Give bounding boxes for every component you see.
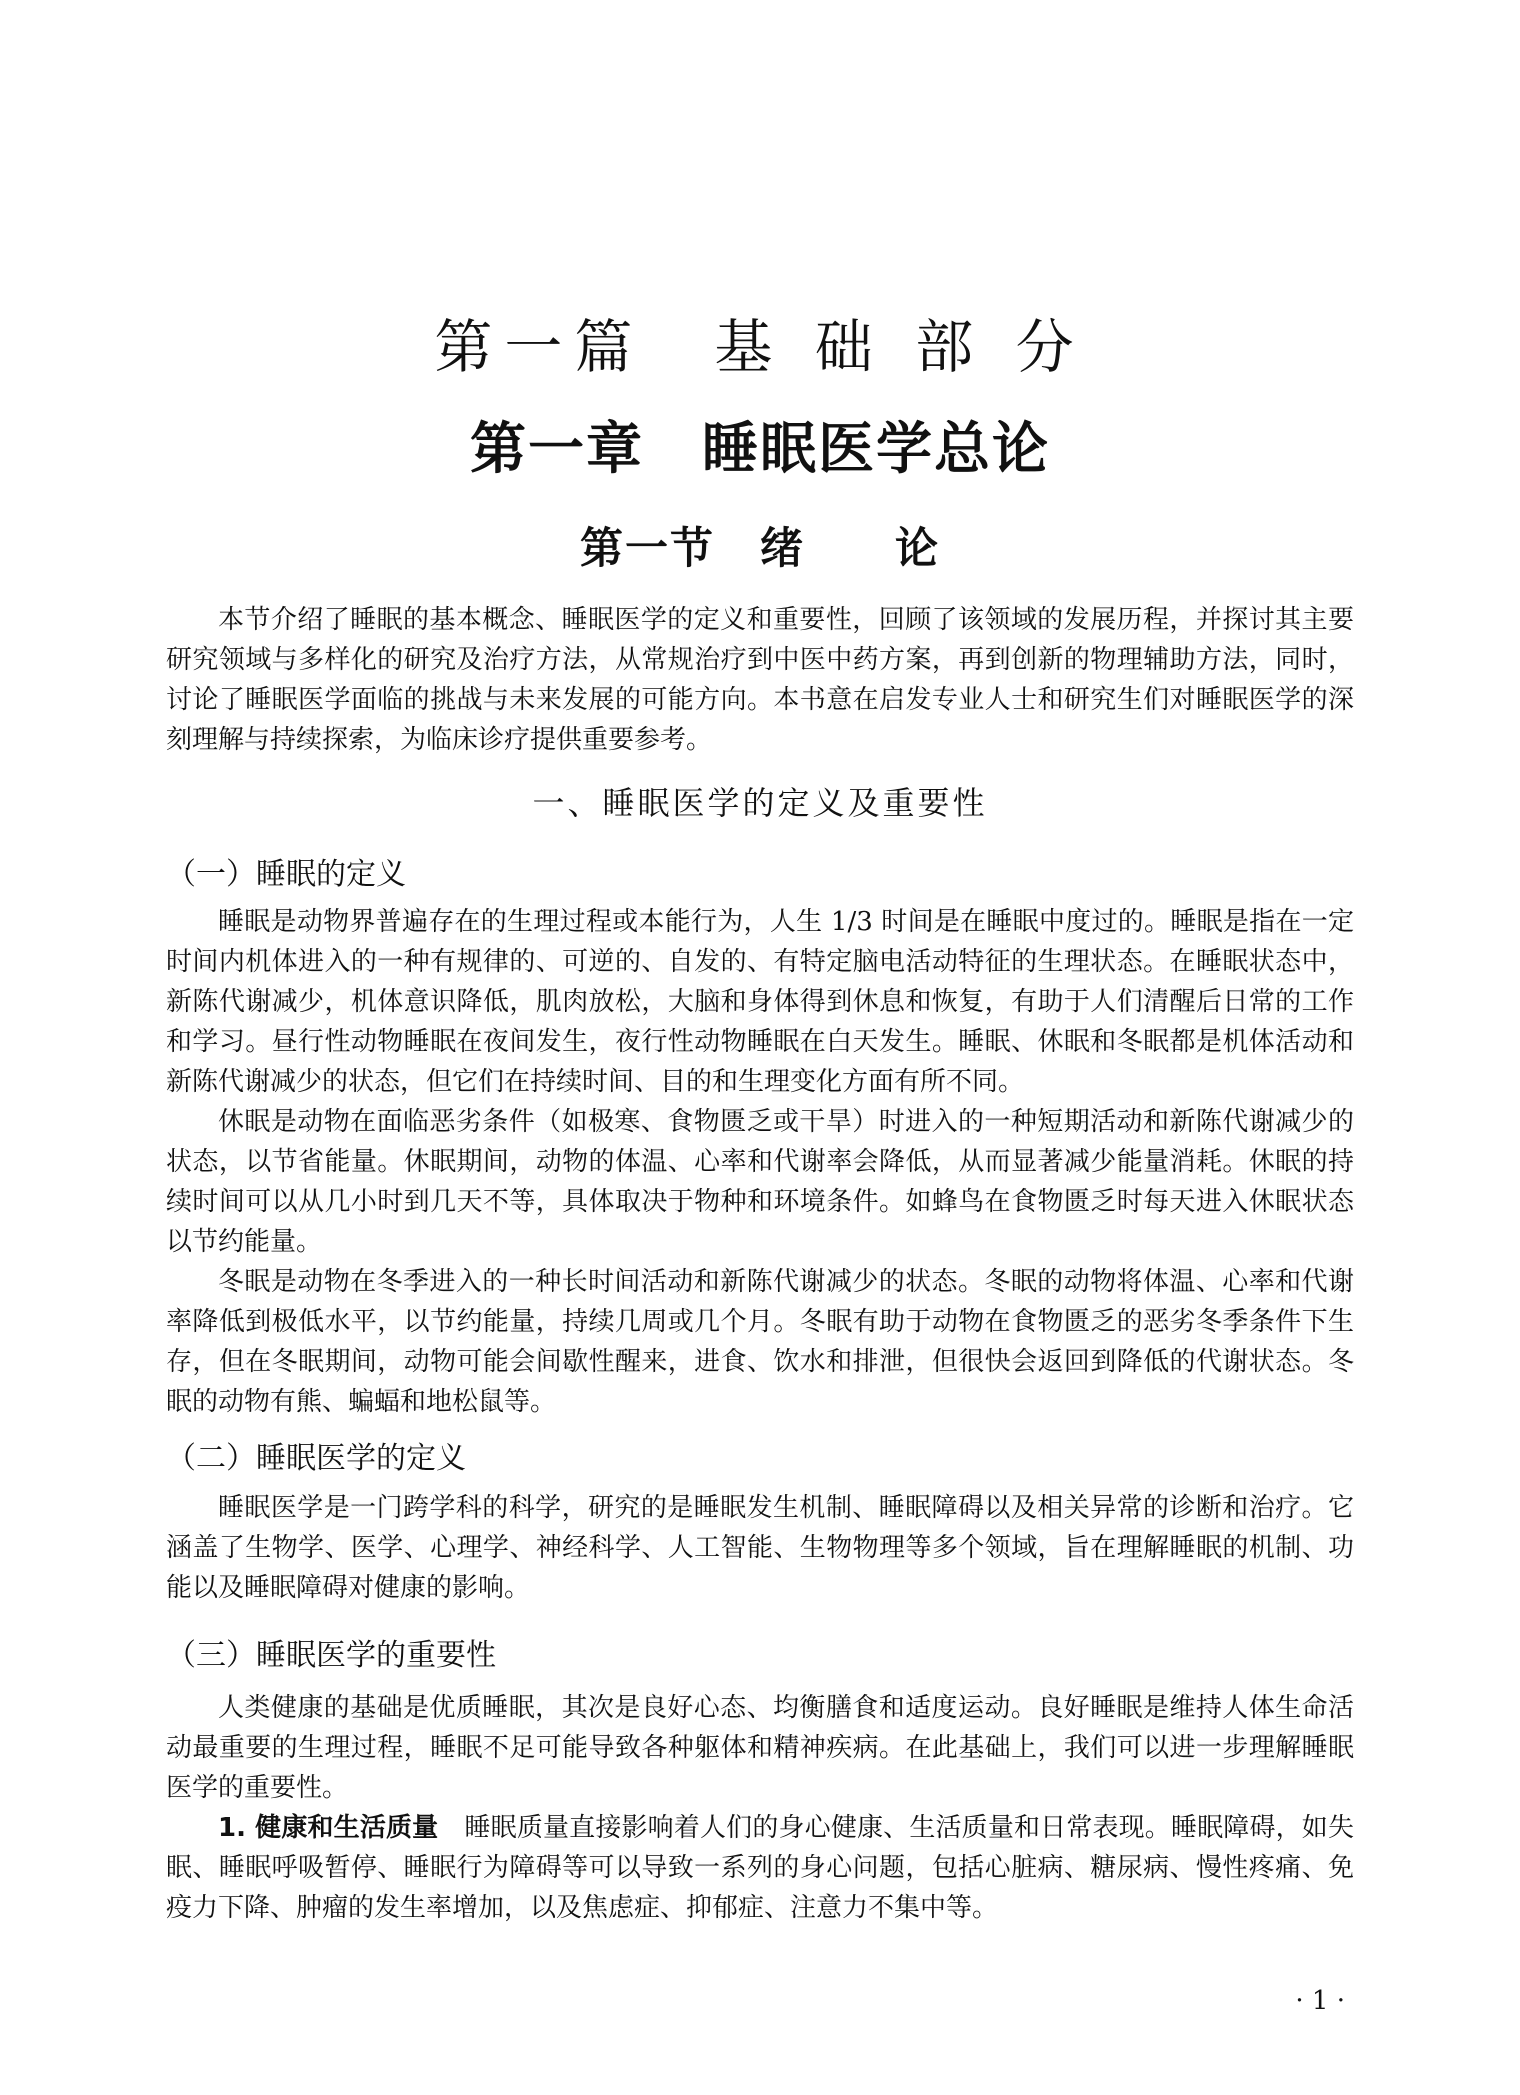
paragraph-health-quality	[166, 1808, 1354, 1928]
point-text: 睡眠质量直接影响着人们的身心健康、生活质量和日常表现。睡眠障碍，如失眠、睡眠呼吸暂停、睡眠行为障碍等可以导致一系列的身心问题，包括心脏病、糖尿病、慢性疼痛、免疫力下降、肿瘤的发生率增加，以及焦虑症、抑郁症、注意力不集中等。	[166, 1813, 1354, 1923]
subsection-heading-importance: （三）睡眠医学的重要性	[166, 1638, 496, 1673]
paragraph-hibernation: 冬眠是动物在冬季进入的一种长时间活动和新陈代谢减少的状态。冬眠的动物将体温、心率和代谢率降低到极低水平，以节约能量，持续几周或几个月。冬眠有助于动物在食物匮乏的恶劣冬季条件下生存，但在冬眠期间，动物可能会间歇性醒来，进食、饮水和排泄，但很快会返回到降低的代谢状态。冬眠的动物有熊、蝙蝠和地松鼠等。	[166, 1267, 1354, 1417]
paragraph-importance: 人类健康的基础是优质睡眠，其次是良好心态、均衡膳食和适度运动。良好睡眠是维持人体生命活动最重要的生理过程，睡眠不足可能导致各种躯体和精神疾病。在此基础上，我们可以进一步理解睡眠医学的重要性。	[166, 1693, 1354, 1803]
part-title: 第一篇 基 础 部 分	[434, 313, 1086, 381]
intro-block	[166, 600, 1354, 760]
paragraph-sleep-medicine-definition: 睡眠医学是一门跨学科的科学，研究的是睡眠发生机制、睡眠障碍以及相关异常的诊断和治疗。它涵盖了生物学、医学、心理学、神经科学、人工智能、生物物理等多个领域，旨在理解睡眠的机制、功能以及睡眠障碍对健康的影响。	[166, 1493, 1354, 1603]
heading-level-1: 一、睡眠医学的定义及重要性	[532, 784, 988, 822]
paragraph-sleep-definition: 睡眠是动物界普遍存在的生理过程或本能行为，人生 1/3 时间是在睡眠中度过的。睡眠是指在一定时间内机体进入的一种有规律的、可逆的、自发的、有特定脑电活动特征的生理状态。在睡眠状态中，新陈代谢减少，机体意识降低，肌肉放松，大脑和身体得到休息和恢复，有助于人们清醒后日常的工作和学习。昼行性动物睡眠在夜间发生，夜行性动物睡眠在白天发生。睡眠、休眠和冬眠都是机体活动和新陈代谢减少的状态，但它们在持续时间、目的和生理变化方面有所不同。	[166, 907, 1354, 1097]
subsection-body-sleep-medicine-definition	[166, 1488, 1354, 1608]
subsection-body-sleep-definition	[166, 902, 1354, 1422]
subsection-body-importance	[166, 1688, 1354, 1928]
subsection-heading-sleep-definition: （一）睡眠的定义	[166, 857, 406, 892]
intro-paragraph: 本节介绍了睡眠的基本概念、睡眠医学的定义和重要性，回顾了该领域的发展历程，并探讨其主要研究领域与多样化的研究及治疗方法，从常规治疗到中医中药方案，再到创新的物理辅助方法，同时，讨论了睡眠医学面临的挑战与未来发展的可能方向。本书意在启发专业人士和研究生们对睡眠医学的深刻理解与持续探索，为临床诊疗提供重要参考。	[166, 605, 1354, 755]
paragraph-torpor: 休眠是动物在面临恶劣条件（如极寒、食物匮乏或干旱）时进入的一种短期活动和新陈代谢减少的状态，以节省能量。休眠期间，动物的体温、心率和代谢率会降低，从而显著减少能量消耗。休眠的持续时间可以从几小时到几天不等，具体取决于物种和环境条件。如蜂鸟在食物匮乏时每天进入休眠状态以节约能量。	[166, 1107, 1354, 1257]
point-label: 1. 健康和生活质量	[218, 1813, 439, 1843]
chapter-title: 第一章 睡眠医学总论	[470, 417, 1050, 482]
page-number: · 1 ·	[1295, 1986, 1345, 2016]
subsection-heading-sleep-medicine-definition: （二）睡眠医学的定义	[166, 1441, 466, 1476]
section-title: 第一节 绪 论	[580, 524, 940, 574]
